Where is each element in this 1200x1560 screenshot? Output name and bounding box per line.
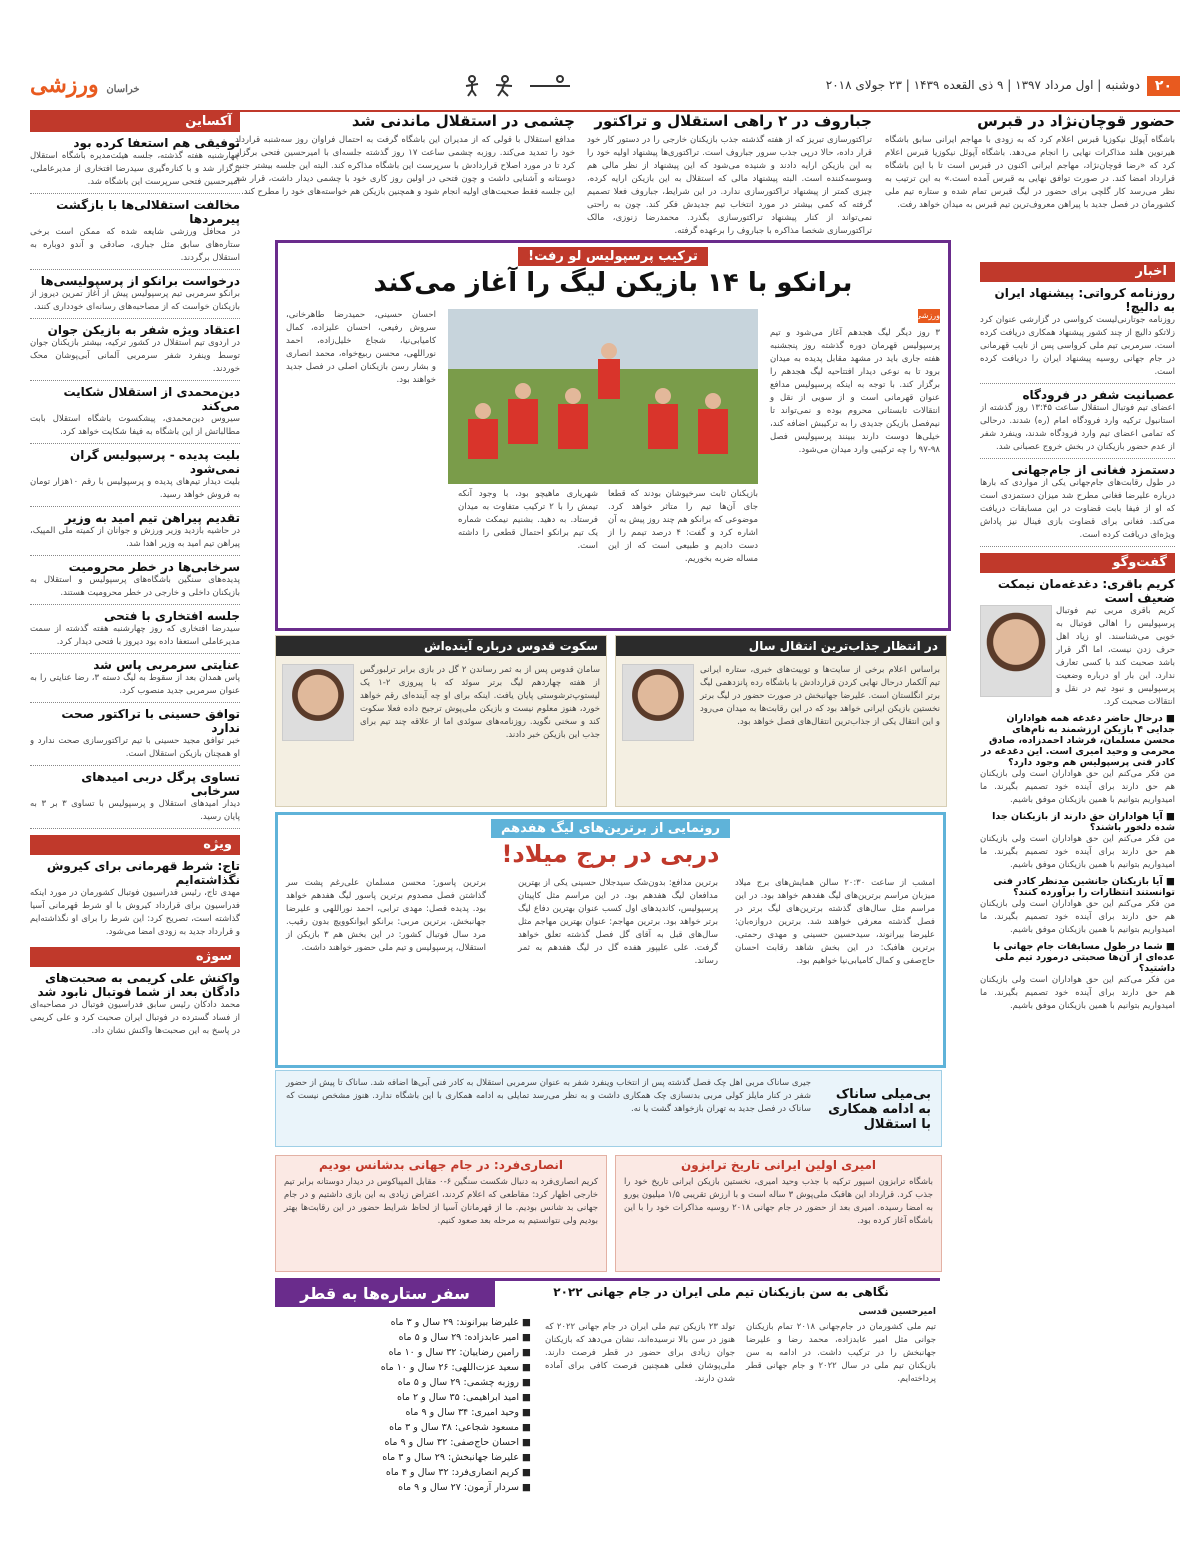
qatar-title: سفر ستاره‌ها به قطر [275, 1281, 495, 1307]
news-item-body: برانکو سرمربی تیم پرسپولیس پیش از آغاز تمرین دیروز از بازیکنان خواست که از مصاحبه‌های رسانه‌ای خودداری کنند. [30, 289, 240, 312]
main-col-2: بازیکنان ثابت سرخپوشان بودند که قطعا جای آن‌ها تیم را متاثر خواهد کرد. موضوعی که برانکو هم چند روز پیش به آن اشاره کرد و گفت: ۴ درصد تیمم را از دست دادیم و طبیعی است که از این مساله ضربه بخوریم. [608, 489, 759, 564]
interview-answer: من فکر می‌کنم این حق هواداران است ولی بازیکنان هم حق دارند برای آینده خود تصمیم بگیرند. ما امیدواریم بتوانیم با همین بازیکنان موفق باشیم. [980, 975, 1175, 1011]
news-item-title: اعتقاد ویژه شفر به بازیکن جوان [47, 323, 240, 337]
news-item-body: در محافل ورزشی شایعه شده که ممکن است برخی ستاره‌های سابق مثل جباری، صادقی و آندو دوباره به استقلال برگردند. [30, 227, 240, 263]
ansarifard-title: انصاری‌فرد: در جام جهانی بدشانس بودیم [318, 1158, 564, 1172]
left-sidebar [30, 112, 240, 1512]
news-item-title: عصبانیت شفر در فرودگاه [1022, 388, 1175, 402]
section-logo: خراسان ورزشی [30, 72, 140, 98]
main-story-box [275, 240, 951, 631]
right-sidebar [980, 262, 1175, 1512]
top-story-2 [587, 112, 872, 238]
news-item-body: چهارشنبه هفته گذشته، جلسه هیئت‌مدیره باشگاه استقلال برگزار شد و با کناره‌گیری سیدرضا افتخاری از مدیرعاملی، امیرحسین فتحی سرپرست این باشگاه شد. [30, 151, 240, 187]
news-item-body: پاس همدان بعد از سقوط به لیگ دسته ۳، رضا عنایتی را به عنوان سرمربی جدید منصوب کرد. [30, 673, 240, 696]
story-body: باشگاه آپوئل نیکوزیا قبرس اعلام کرد که به زودی با مهاجم ایرانی سابق باشگاه هیرنوین هلند مذاکرات نهایی را انجام می‌دهد. باشگاه آپوئل نیکوزیا قبرس اعلام کرد که «رضا قوچان‌نژاد، مهاجم ایرانی اکنون در قبرس است تا با این باشگاه قرارداد امضا کند. در صورت توافق نهایی به قبرس آمده است.» به این ترتیب به نظر می‌رسد کار گلچی برای حضور در لیگ قبرس تمام شده و ستاره تیم ملی کشورمان در فصل جدید با پیراهن معروف‌ترین تیم قبرس به میدان خواهد رفت. [885, 135, 1175, 210]
news-item [30, 274, 240, 319]
main-col-1: ۳ روز دیگر لیگ هجدهم آغاز می‌شود و تیم پرسپولیس قهرمان دوره گذشته روز پنجشنبه هفته جاری باید در مشهد مقابل پدیده به میدان برود تا به نوعی دیدار افتتاحیه لیگ هجدهم را برگزار کند. با توجه به اینکه پرسپولیس مدافع عنوان قهرمانی است و از سویی از نقل و انتقالات تابستانی محروم بوده و نمی‌تواند تا نیم‌فصل بازیکن جدیدی را به ترکیبش اضافه کند، خیلی‌ها دوست دارند ببینند پرسپولیس فصل ۹۸-۹۷ را چه ترکیبی وارد میدان می‌شود. [770, 328, 940, 455]
sanak-body: جیری ساناک مربی اهل چک فصل گذشته پس از انتخاب وینفرد شفر به عنوان سرمربی استقلال به کادر فنی آبی‌ها اضافه شد. ساناک تا پیش از حضور شفر در کنار مایلز کولی مربی بدنسازی چک همکاری داشت و به نظر می‌رسد تمایلی به ادامه همکاری با این باشگاه ندارد. هنوز مشخص نیست که ساناک در فصل جدید به تهران بازخواهد گشت یا نه. [286, 1078, 811, 1114]
story-body: مدافع استقلال با قولی که از مدیران این باشگاه گرفت به احتمال فراوان روز سه‌شنبه قرارداد خود را تمدید می‌کند. روزبه چشمی ساعت ۱۷ روز گذشته جلسه‌ای با امیرحسین فتحی برگزار کرد تا در مورد اصلاح قراردادش با سرپرست این باشگاه مذاکره کند. البته این جلسه بیشتر جنبه دوستانه و آشنایی داشت و چون فتحی در اولین روز کاری خود با چشمی دیدار داشت، قرار شد این جلسه فقط صحبت‌های اولیه انجام شود و همچنین بازیکن هم خواسته‌های خود را مطرح کند. [235, 135, 575, 197]
news-item-title: مخالفت استقلالی‌ها با بازگشت پیرمردها [56, 198, 240, 226]
interview-body: کریم باقری مربی تیم فوتبال پرسپولیس را اهالی فوتبال به خوبی می‌شناسند. او زیاد اهل حرف زدن نیست، اما اگر قرار باشد صحبت کند با کسی تعارف ندارد. این بار او درباره وضعیت پرسپولیس و نبود تیم در نقل و انتقالات صحبت کرد. [1056, 606, 1175, 707]
main-col-4: احسان حسینی، حمیدرضا طاهرخانی، سروش رفیعی، احسان علیزاده، کمال کامیابی‌نیا، شجاع خلیل‌زاده، احمد نوراللهی، محسن ربیع‌خواه، محمد انصاری و بشار رسن بازیکنان اصلی در فصل جدید خواهند بود. [286, 310, 436, 385]
amiri-title: امیری اولین ایرانی تاریخ ترابزون [680, 1158, 877, 1172]
ghoddos-title: سکوت قدوس درباره آینده‌اش [276, 636, 606, 656]
vizhe-body: مهدی تاج، رئیس فدراسیون فوتبال کشورمان در مورد اینکه فدراسیون برای قرارداد کیروش با او شرط قهرمانی آسیا گذاشته است، تصریح کرد: این شرط را برای او نگذاشته‌ایم و قرارداد جدید به زودی امضا می‌شود. [30, 888, 240, 937]
player-age-row: ■ احسان حاج‌صفی: ۳۲ سال و ۹ ماه [384, 1437, 531, 1448]
player-age-row: ■ سردار آزمون: ۲۷ سال و ۹ ماه [398, 1482, 531, 1493]
news-item [30, 511, 240, 556]
feature-col-2: برترین مدافع: بدون‌شک سیدجلال حسینی یکی از بهترین مدافعان لیگ هفدهم بود. در این مراسم مثل کاپیتان پرسپولیس، کاندیدهای اول کسب عنوان بهترین دفاع لیگ برتر خواهد بود. برترین مهاجم: عنوان بهترین مهاجم مثل سال‌های قبل به آقای گل فصل گذشته تعلق خواهد گرفت. علی علیپور هفده گل در لیگ هفدهم به ثمر رساند. [518, 878, 718, 966]
news-item [30, 707, 240, 766]
story-title: جباروف در ۲ راهی استقلال و تراکتور [594, 112, 872, 130]
karim-bagheri-photo [980, 605, 1052, 697]
feature-title: دربی در برج میلاد! [501, 840, 720, 868]
sozhe-title: واکنش علی کریمی به صحبت‌های دادگان بعد از شما فوتبال نابود شد [37, 971, 240, 999]
news-item-body: سیدرضا افتخاری که روز چهارشنبه هفته گذشته از سمت مدیرعاملی استعفا داده بود دیروز با فتحی دیدار کرد. [30, 624, 240, 647]
interview-question: ■ شما در طول مسابقات جام جهانی با عده‌ای از آن‌ها صحبتی درمورد تیم ملی داشتید؟ [993, 941, 1175, 974]
story-body: تراکتورسازی تبریز که از هفته گذشته جذب بازیکنان خارجی را در دستور کار خود قرار داده، حالا درپی جذب سرور جباروف است. تراکتوری‌ها پیشنهاد اولیه خود را به این بازیکن ارایه دادند و شنیده می‌شود که این پیشنهاد از نظر مالی هم وسوسه‌کننده است. البته پیشنهاد مالی که استقلال به این بازیکن ارایه کرده، چیزی کمتر از پیشنهاد تراکتورسازی ندارد. در این شرایط، جباروف فعلا تصمیم گرفته که کمی بیشتر در مورد انتخاب تیم جدیدش فکر کند. چون به راحتی نمی‌تواند از کنار پیشنهاد تراکتورسازی بگذرد. محمدرضا زنوزی، مالک تراکتورسازی شخصا مذاکره با جباروف را برعهده گرفته. [587, 135, 872, 236]
news-item-body: خبر توافق مجید حسینی با تیم تراکتورسازی صحت ندارد و او همچنان بازیکن استقلال است. [30, 736, 240, 759]
page-header [30, 70, 1180, 112]
news-item-body: پدیده‌های سنگین باشگاه‌های پرسپولیس و استقلال به بازیکنان داخلی و خارجی در خطر محرومیت هستند. [30, 575, 240, 598]
news-item-title: سرخابی‌ها در خطر محرومیت [68, 560, 240, 574]
player-age-row: ■ علیرضا بیرانوند: ۲۹ سال و ۳ ماه [390, 1317, 531, 1328]
ansarifard-body: کریم انصاری‌فرد به دنبال شکست سنگین ۶-۰ مقابل المپیاکوس در دیدار دوستانه برابر تیم خارجی اظهار کرد: مقاطعی که اعلام کردند، اعتراض زیادی به این بازی داشتیم و در جام جهانی بد شانس بودیم. ما از قهرمانان آسیا از لحاظ شرایط حضور در این رقابت‌ها بهتر بودیم ولی نتوانستیم به مرحله بعد صعود کنیم. [284, 1177, 598, 1226]
news-item-title: روزنامه کرواتی: پیشنهاد ایران به دالیچ! [994, 286, 1175, 314]
player-age-row: ■ مسعود شجاعی: ۳۸ سال و ۳ ماه [389, 1422, 531, 1433]
author: امیرحسین قدسی [858, 1307, 936, 1317]
feature-col-3: برترین پاسور: محسن مسلمان علی‌رغم پشت سر گذاشتن فصل مصدوم برترین پاسور لیگ هفدهم خواهد بود. پدیده فصل: مهدی ترابی، احمد نوراللهی و علیرضا جهانبخش. برترین مربی: برانکو ایوانکوویچ بدون رقیب. مرد سال فوتبال کشور: در این بخش هم ۳ بازیکن از استقلال، پرسپولیس و تیم ملی حضور خواهند داشت. [286, 878, 486, 953]
news-item-title: تساوی پرگل دربی امیدهای سرخابی [81, 770, 240, 798]
ghoddos-box [275, 635, 607, 807]
section-band: آکساین [30, 112, 240, 132]
player-age-row: ■ امیر عابدزاده: ۲۹ سال و ۵ ماه [398, 1332, 531, 1343]
team-training-photo [448, 309, 758, 484]
sports-icons [460, 74, 580, 98]
news-item-title: دین‌محمدی از استقلال شکایت می‌کند [63, 385, 240, 413]
news-item-title: دستمزد فغانی از جام‌جهانی [1011, 463, 1175, 477]
news-item [30, 323, 240, 381]
news-item [980, 463, 1175, 547]
news-item [30, 198, 240, 270]
awards-feature-box [275, 812, 946, 1068]
section-band-interview: گفت‌وگو [980, 553, 1175, 573]
ghoddos-photo [282, 664, 354, 741]
section-band: اخبار [980, 262, 1175, 282]
qatar-ages-box [275, 1278, 940, 1516]
interview-question: ■ آیا هواداران حق دارند از بازیکنان جدا شده دلخور باشند؟ [992, 811, 1175, 833]
news-item-title: توفیقی هم استعفا کرده بود [73, 136, 240, 150]
player-age-row: ■ سعید عزت‌اللهی: ۲۶ سال و ۱۰ ماه [380, 1362, 531, 1373]
main-col-3: شهریاری ماهیچو بود، با وجود آنکه تیمش را با ۲ ترکیب متفاوت به میدان فرستاد. به دهید. بشنیم نیمکت شماره یک تیم برانکو احتمال قطعی را داشته است. [458, 489, 598, 551]
story-title: حضور قوچان‌نژاد در قبرس [977, 112, 1175, 130]
player-age-row: ■ علیرضا جهانبخش: ۲۹ سال و ۳ ماه [382, 1452, 531, 1463]
interview-title: کریم باقری: دغدغه‌مان نیمکت ضعیف است [997, 577, 1175, 605]
top-story-1 [885, 112, 1175, 212]
news-item [30, 136, 240, 194]
jahanbakhsh-body: براساس اعلام برخی از سایت‌ها و توییت‌های خبری، ستاره ایرانی تیم آلکمار درحال نهایی کردن قراردادش با باشگاه رده پانزدهمی لیگ برتر انگلستان است. علیرضا جهانبخش در صورت حضور در لیگ برتر نخستین بازیکن ایرانی خواهد بود که در این رقابت‌ها به میدان می‌رود و این انتقال یکی از جذاب‌ترین انتقال‌های فصل خواهد بود. [700, 665, 940, 727]
source-tag: ورزشی [918, 309, 940, 323]
date-line: دوشنبه | اول مرداد ۱۳۹۷ | ۹ ذی القعده ۱۴۳۹ | ۲۳ جولای ۲۰۱۸ [825, 78, 1140, 92]
sanak-box [275, 1070, 942, 1147]
news-item [30, 385, 240, 444]
page-number: ۲۰ [1147, 76, 1180, 96]
news-item-title: عنایتی سرمربی پاس شد [93, 658, 240, 672]
news-item-title: بلیت پدیده - پرسپولیس گران نمی‌شود [69, 448, 240, 476]
interview-answer: من فکر می‌کنم این حق هواداران است ولی بازیکنان هم حق دارند برای آینده خود تصمیم بگیرند. ما امیدواریم بتوانیم با همین بازیکنان موفق باشیم. [980, 834, 1175, 870]
amiri-body: باشگاه ترابزون اسپور ترکیه با جذب وحید امیری، نخستین بازیکن ایرانی تاریخ خود را جذب کرد. قرارداد این هافبک ملی‌پوش ۳ ساله است و با ارزش تقریبی ۱/۵ میلیون یورو به امضا رسیده. امیری بعد از حضور در جام جهانی ۲۰۱۸ روسیه مذاکرات خود را با این باشگاه آغاز کرده بود. [624, 1177, 933, 1226]
player-age-row: ■ وحید امیری: ۳۴ سال و ۹ ماه [405, 1407, 531, 1418]
ansarifard-box [275, 1155, 607, 1272]
interview-answer: من فکر می‌کنم این حق هواداران است ولی بازیکنان هم حق دارند برای آینده خود تصمیم بگیرند. ما امیدواریم بتوانیم با همین بازیکنان موفق باشیم. [980, 769, 1175, 805]
news-item-title: درخواست برانکو از پرسپولیسی‌ها [40, 274, 240, 288]
player-age-row: ■ روزبه چشمی: ۲۹ سال و ۵ ماه [397, 1377, 531, 1388]
vizhe-title: تاج: شرط قهرمانی برای کیروش نگذاشته‌ایم [46, 859, 240, 887]
news-item [30, 448, 240, 507]
news-item-body: دیدار امیدهای استقلال و پرسپولیس با تساوی ۳ بر ۳ به پایان رسید. [30, 799, 240, 822]
news-item-body: در حاشیه بازدید وزیر ورزش و جوانان از کمیته ملی المپیک، پیراهن تیم امید به وزیر اهدا شد. [30, 526, 240, 549]
news-item-title: جلسه افتخاری با فتحی [103, 609, 240, 623]
news-item-title: توافق حسینی با تراکتور صحت ندارد [61, 707, 240, 735]
news-item-body: روزنامه جوتارنی‌لیست کرواسی در گزارشی عنوان کرد زلاتکو دالیچ از چند کشور پیشنهاد همکاری دریافت کرده است. سرمربی تیم ملی کرواسی پس از نایب قهرمانی در جام جهانی روسیه پیشنهاد ایران را دریافت کرده است. [980, 315, 1175, 377]
top-story-3 [235, 112, 575, 199]
section-band-vizhe: ویژه [30, 835, 240, 855]
main-title: برانکو با ۱۴ بازیکن لیگ را آغاز می‌کند [373, 268, 853, 298]
jahanbakhsh-box [615, 635, 947, 807]
news-item [30, 560, 240, 605]
interview-question: ■ درحال حاضر دغدغه همه هواداران جدایی ۴ بازیکن ارزشمند به نام‌های محسن مسلمان، فرشاد احمدزاده، صادق محرمی و وحید امیری است. این دغدغه در کادر فنی پرسپولیس هم وجود دارد؟ [980, 713, 1175, 768]
section-band-sozhe: سوژه [30, 947, 240, 967]
player-age-row: ■ رامین رضاییان: ۳۲ سال و ۱۰ ماه [388, 1347, 531, 1358]
news-item-body: بلیت دیدار تیم‌های پدیده و پرسپولیس با رقم ۱۰هزار تومان به فروش خواهد رسید. [30, 477, 240, 500]
jahanbakhsh-photo [622, 664, 694, 741]
news-item-body: در طول رقابت‌های جام‌جهانی یکی از مواردی که بارها درباره علیرضا فغانی مطرح شد میزان دستمزدی است که او از فیفا بابت قضاوت در این مسابقات دریافت می‌کند. فغانی برای قضاوت بازی فینال نیز پاداش ویژه‌ای دریافت کرده است. [980, 478, 1175, 540]
news-item [30, 770, 240, 829]
ghoddos-body: سامان قدوس پس از به ثمر رساندن ۲ گل در بازی برابر ترلبورگس از هفته چهاردهم لیگ برتر سوئد که با پیروزی ۲-۱ یک لیستوپ‌ترشوستی پایان یافت. اینکه برای او چه آینده‌ای رقم خواهد خورد، هنوز معلوم نیست و بازیکن ملی‌پوش ترجیح داده فعلا سکوت کند و سخنی نگوید. روزنامه‌های سوئدی اما از علاقه چند تیم برای جذب این بازیکن خبر دادند. [360, 665, 600, 740]
qatar-body-1: تیم ملی کشورمان در جام‌جهانی ۲۰۱۸ تمام بازیکنان جوانی مثل امیر عابدزاده، محمد رضا و علیرضا جهانبخش را در ترکیب داشت. در ادامه به سن بازیکنان تیم ملی در سال ۲۰۲۲ و جام جهانی قطر پرداخته‌ایم. [746, 1322, 936, 1384]
player-ages-list [281, 1315, 531, 1495]
main-kicker: ترکیب پرسپولیس لو رفت! [518, 247, 708, 266]
news-item [980, 286, 1175, 384]
player-age-row: ■ امید ابراهیمی: ۳۵ سال و ۲ ماه [397, 1392, 531, 1403]
qatar-kicker: نگاهی به سن بازیکنان تیم ملی ایران در جام جهانی ۲۰۲۲ [553, 1285, 889, 1299]
news-item [980, 388, 1175, 459]
news-item [30, 658, 240, 703]
amiri-box [615, 1155, 942, 1272]
sanak-title: بی‌میلی ساناک به ادامه همکاری با استقلال [828, 1087, 931, 1132]
news-item-body: سیروس دین‌محمدی، پیشکسوت باشگاه استقلال بابت مطالباتش از این باشگاه به فیفا شکایت خواهد کرد. [30, 414, 240, 437]
news-item-title: تقدیم پیراهن تیم امید به وزیر [64, 511, 240, 525]
news-item-body: در اردوی تیم استقلال در کشور ترکیه، بیشتر بازیکنان جوان توسط وینفرد شفر سرمربی آلمانی آبی‌پوشان محک خوردند. [30, 338, 240, 374]
jahanbakhsh-title: در انتظار جذاب‌ترین انتقال سال [616, 636, 946, 656]
story-title: چشمی در استقلال ماندنی شد [351, 112, 575, 130]
interview-answer: من فکر می‌کنم این حق هواداران است ولی بازیکنان هم حق دارند برای آینده خود تصمیم بگیرند. ما امیدواریم بتوانیم با همین بازیکنان موفق باشیم. [980, 899, 1175, 935]
sozhe-body: محمد دادکان رئیس سابق فدراسیون فوتبال در مصاحبه‌ای از فساد گسترده در فوتبال ایران صحبت کرد و علی کریمی در پاسخ به این صحبت‌ها واکنش نشان داد. [30, 1000, 240, 1036]
player-age-row: ■ کریم انصاری‌فرد: ۳۲ سال و ۴ ماه [385, 1467, 531, 1478]
news-item [30, 609, 240, 654]
feature-col-1: امشب از ساعت ۲۰:۳۰ سالن همایش‌های برج میلاد میزبان مراسم برترین‌های لیگ هفدهم خواهد بود. در این مراسم مثل سال‌های گذشته برترین‌های لیگ برتر در فصل گذشته معرفی خواهند شد. برترین دروازه‌بان: علیرضا بیرانوند، سیدحسین حسینی و مهدی رحمتی. برترین هافبک: در این بخش شاهد رقابت احسان حاج‌صفی و کمال کامیابی‌نیا خواهیم بود. [735, 878, 936, 966]
feature-kicker: رونمایی از برترین‌های لیگ هفدهم [491, 819, 730, 838]
news-item-body: اعضای تیم فوتبال استقلال ساعت ۱۳:۴۵ روز گذشته از استانبول ترکیه وارد فرودگاه امام (ره) شدند. درحالی که تمامی اعضای تیم وارد فرودگاه شدند، وینفرد شفر از عدم حضور بازیکنان در بخش خروج عصبانی شد. [980, 403, 1175, 452]
interview-question: ■ آیا بازیکنان جانشین مدنظر کادر فنی توانستند انتظارات را برآورده کنند؟ [993, 876, 1175, 898]
qatar-body-2: تولد ۲۳ بازیکن تیم ملی ایران در جام جهانی ۲۰۲۲ که هنوز در سن بالا نرسیده‌اند، نشان می‌دهد که بازیکنان جوان زیادی برای حضور در قطر فرصت دارند. ملی‌پوشان فعلی همچنین فرصت کافی برای آماده شدن دارند. [545, 1322, 735, 1384]
